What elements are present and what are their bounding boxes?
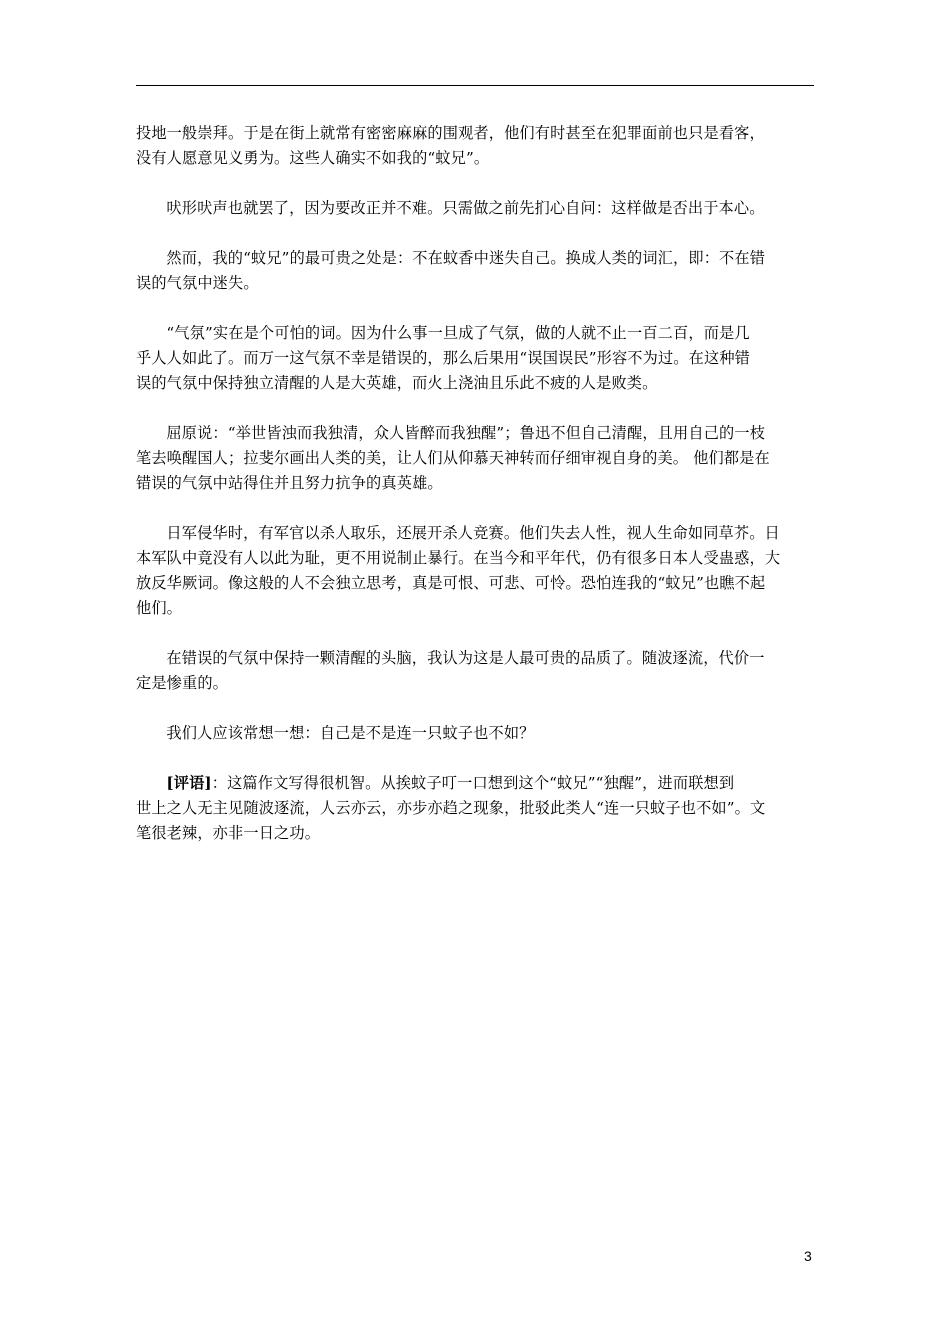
text-line: 屈原说：“举世皆浊而我独清，众人皆醉而我独醒”；鲁迅不但自己清醒，且用自己的一枝 [166, 424, 766, 442]
text-line: ：这篇作文写得很机智。从挨蚊子叮一口想到这个“蚊兄”“独醒”，进而联想到 [211, 774, 735, 792]
text-line: 没有人愿意见义勇为。这些人确实不如我的“蚊兄”。 [136, 149, 490, 167]
text-line: 投地一般崇拜。于是在街上就常有密密麻麻的围观者，他们有时甚至在犯罪面前也只是看客， [136, 124, 765, 142]
paragraph-2 [136, 196, 816, 221]
text-line: 误的气氛中保持独立清醒的人是大英雄，而火上浇油且乐此不疲的人是败类。 [136, 374, 658, 392]
text-line: “气氛”实在是个可怕的词。因为什么事一旦成了气氛，做的人就不止一百二百，而是几 [166, 324, 750, 342]
text-line: 定是惨重的。 [136, 674, 229, 692]
paragraph-1 [136, 121, 816, 171]
text-line: 本军队中竟没有人以此为耻，更不用说制止暴行。在当今和平年代，仍有很多日本人受蛊惑，大 [136, 549, 781, 567]
text-line: 错误的气氛中站得住并且努力抗争的真英雄。 [136, 474, 443, 492]
comment-label: [评语] [166, 774, 212, 792]
paragraph-6 [136, 521, 816, 621]
text-line: 吠形吠声也就罢了，因为要改正并不难。只需做之前先扪心自问：这样做是否出于本心。 [166, 199, 765, 217]
text-line: 笔去唤醒国人；拉斐尔画出人类的美，让人们从仰慕天神转而仔细审视自身的美。 他们都是在 [136, 449, 770, 467]
text-line: 他们。 [136, 599, 183, 617]
paragraph-4 [136, 321, 816, 396]
paragraph-8 [136, 721, 816, 746]
text-line: 然而，我的“蚊兄”的最可贵之处是：不在蚊香中迷失自己。换成人类的词汇，即：不在错 [166, 249, 766, 267]
text-line: 笔很老辣，亦非一日之功。 [136, 824, 321, 842]
text-line: 在错误的气氛中保持一颗清醒的头脑，我认为这是人最可贵的品质了。随波逐流，代价一 [166, 649, 765, 667]
text-line: 放反华厥词。像这般的人不会独立思考，真是可恨、可悲、可怜。恐怕连我的“蚊兄”也瞧不起 [136, 574, 766, 592]
paragraph-7 [136, 646, 816, 696]
paragraph-5 [136, 421, 816, 496]
text-line: 乎人人如此了。而万一这气氛不幸是错误的，那么后果用“误国误民”形容不为过。在这种错 [136, 349, 750, 367]
text-line: 误的气氛中迷失。 [136, 274, 259, 292]
text-line: 我们人应该常想一想：自己是不是连一只蚊子也不如？ [166, 724, 535, 742]
page-number: 3 [804, 1248, 812, 1264]
document-body [136, 121, 816, 846]
paragraph-3 [136, 246, 816, 296]
header-rule [136, 85, 814, 86]
text-line: 世上之人无主见随波逐流，人云亦云，亦步亦趋之现象，批驳此类人“连一只蚊子也不如”。文 [136, 799, 766, 817]
text-line: 日军侵华时，有军官以杀人取乐，还展开杀人竞赛。他们失去人性，视人生命如同草芥。日 [166, 524, 780, 542]
comment-paragraph [136, 771, 816, 846]
